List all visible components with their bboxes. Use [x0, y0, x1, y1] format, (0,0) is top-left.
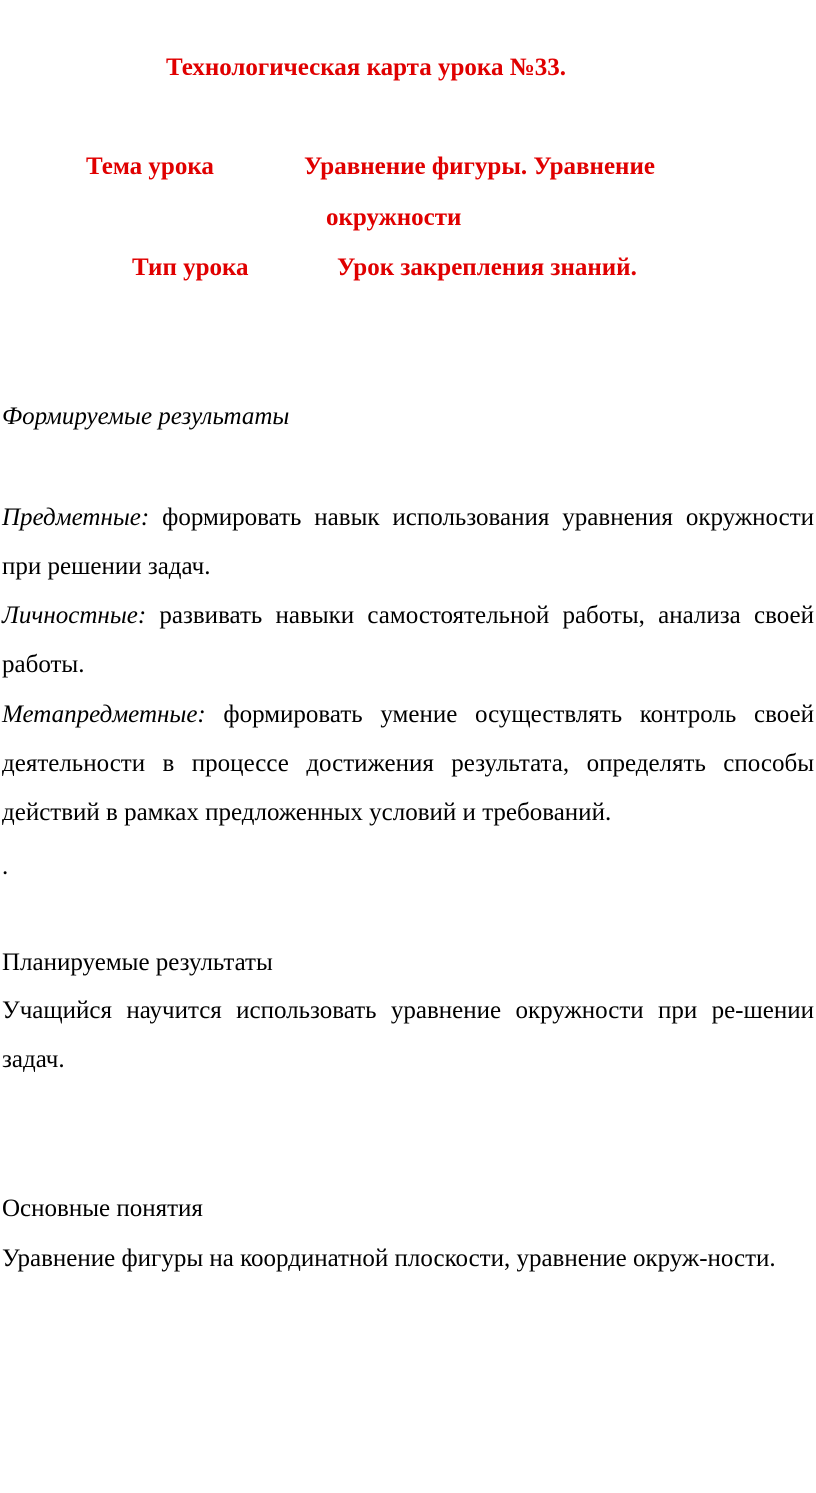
personal-results-label: Личностные:: [2, 602, 147, 629]
document-title: Технологическая карта урока №33.: [166, 54, 567, 81]
meta-results-text: формировать умение осуществлять контроль своей деятельности в процессе достижения результата, определять способы действий в рамках предложенных условий и требований.: [2, 701, 814, 826]
results-heading: Формируемые результаты: [2, 403, 290, 430]
planned-text: Учащийся научится использовать уравнение окружности при ре-шении задач.: [2, 997, 814, 1073]
meta-results-paragraph: [2, 690, 814, 837]
type-value: Урок закрепления знаний.: [337, 254, 637, 281]
planned-heading: Планируемые результаты: [2, 949, 273, 976]
personal-results-paragraph: [2, 591, 814, 689]
type-label: Тип урока: [132, 254, 249, 281]
subject-results-label: Предметные:: [2, 504, 150, 531]
stray-dot: .: [2, 853, 9, 880]
topic-value-line2: окружности: [326, 204, 462, 231]
meta-results-label: Метапредметные:: [2, 701, 206, 728]
topic-label: Тема урока: [86, 153, 214, 180]
personal-results-text: развивать навыки самостоятельной работы, анализа своей работы.: [2, 602, 814, 678]
concepts-text: Уравнение фигуры на координатной плоскости, уравнение окруж-ности.: [2, 1245, 776, 1272]
concepts-heading: Основные понятия: [2, 1195, 203, 1222]
subject-results-text: формировать навык использования уравнения окружности при решении задач.: [2, 504, 814, 580]
subject-results-paragraph: [2, 493, 814, 591]
topic-value-line1: Уравнение фигуры. Уравнение: [304, 153, 655, 180]
